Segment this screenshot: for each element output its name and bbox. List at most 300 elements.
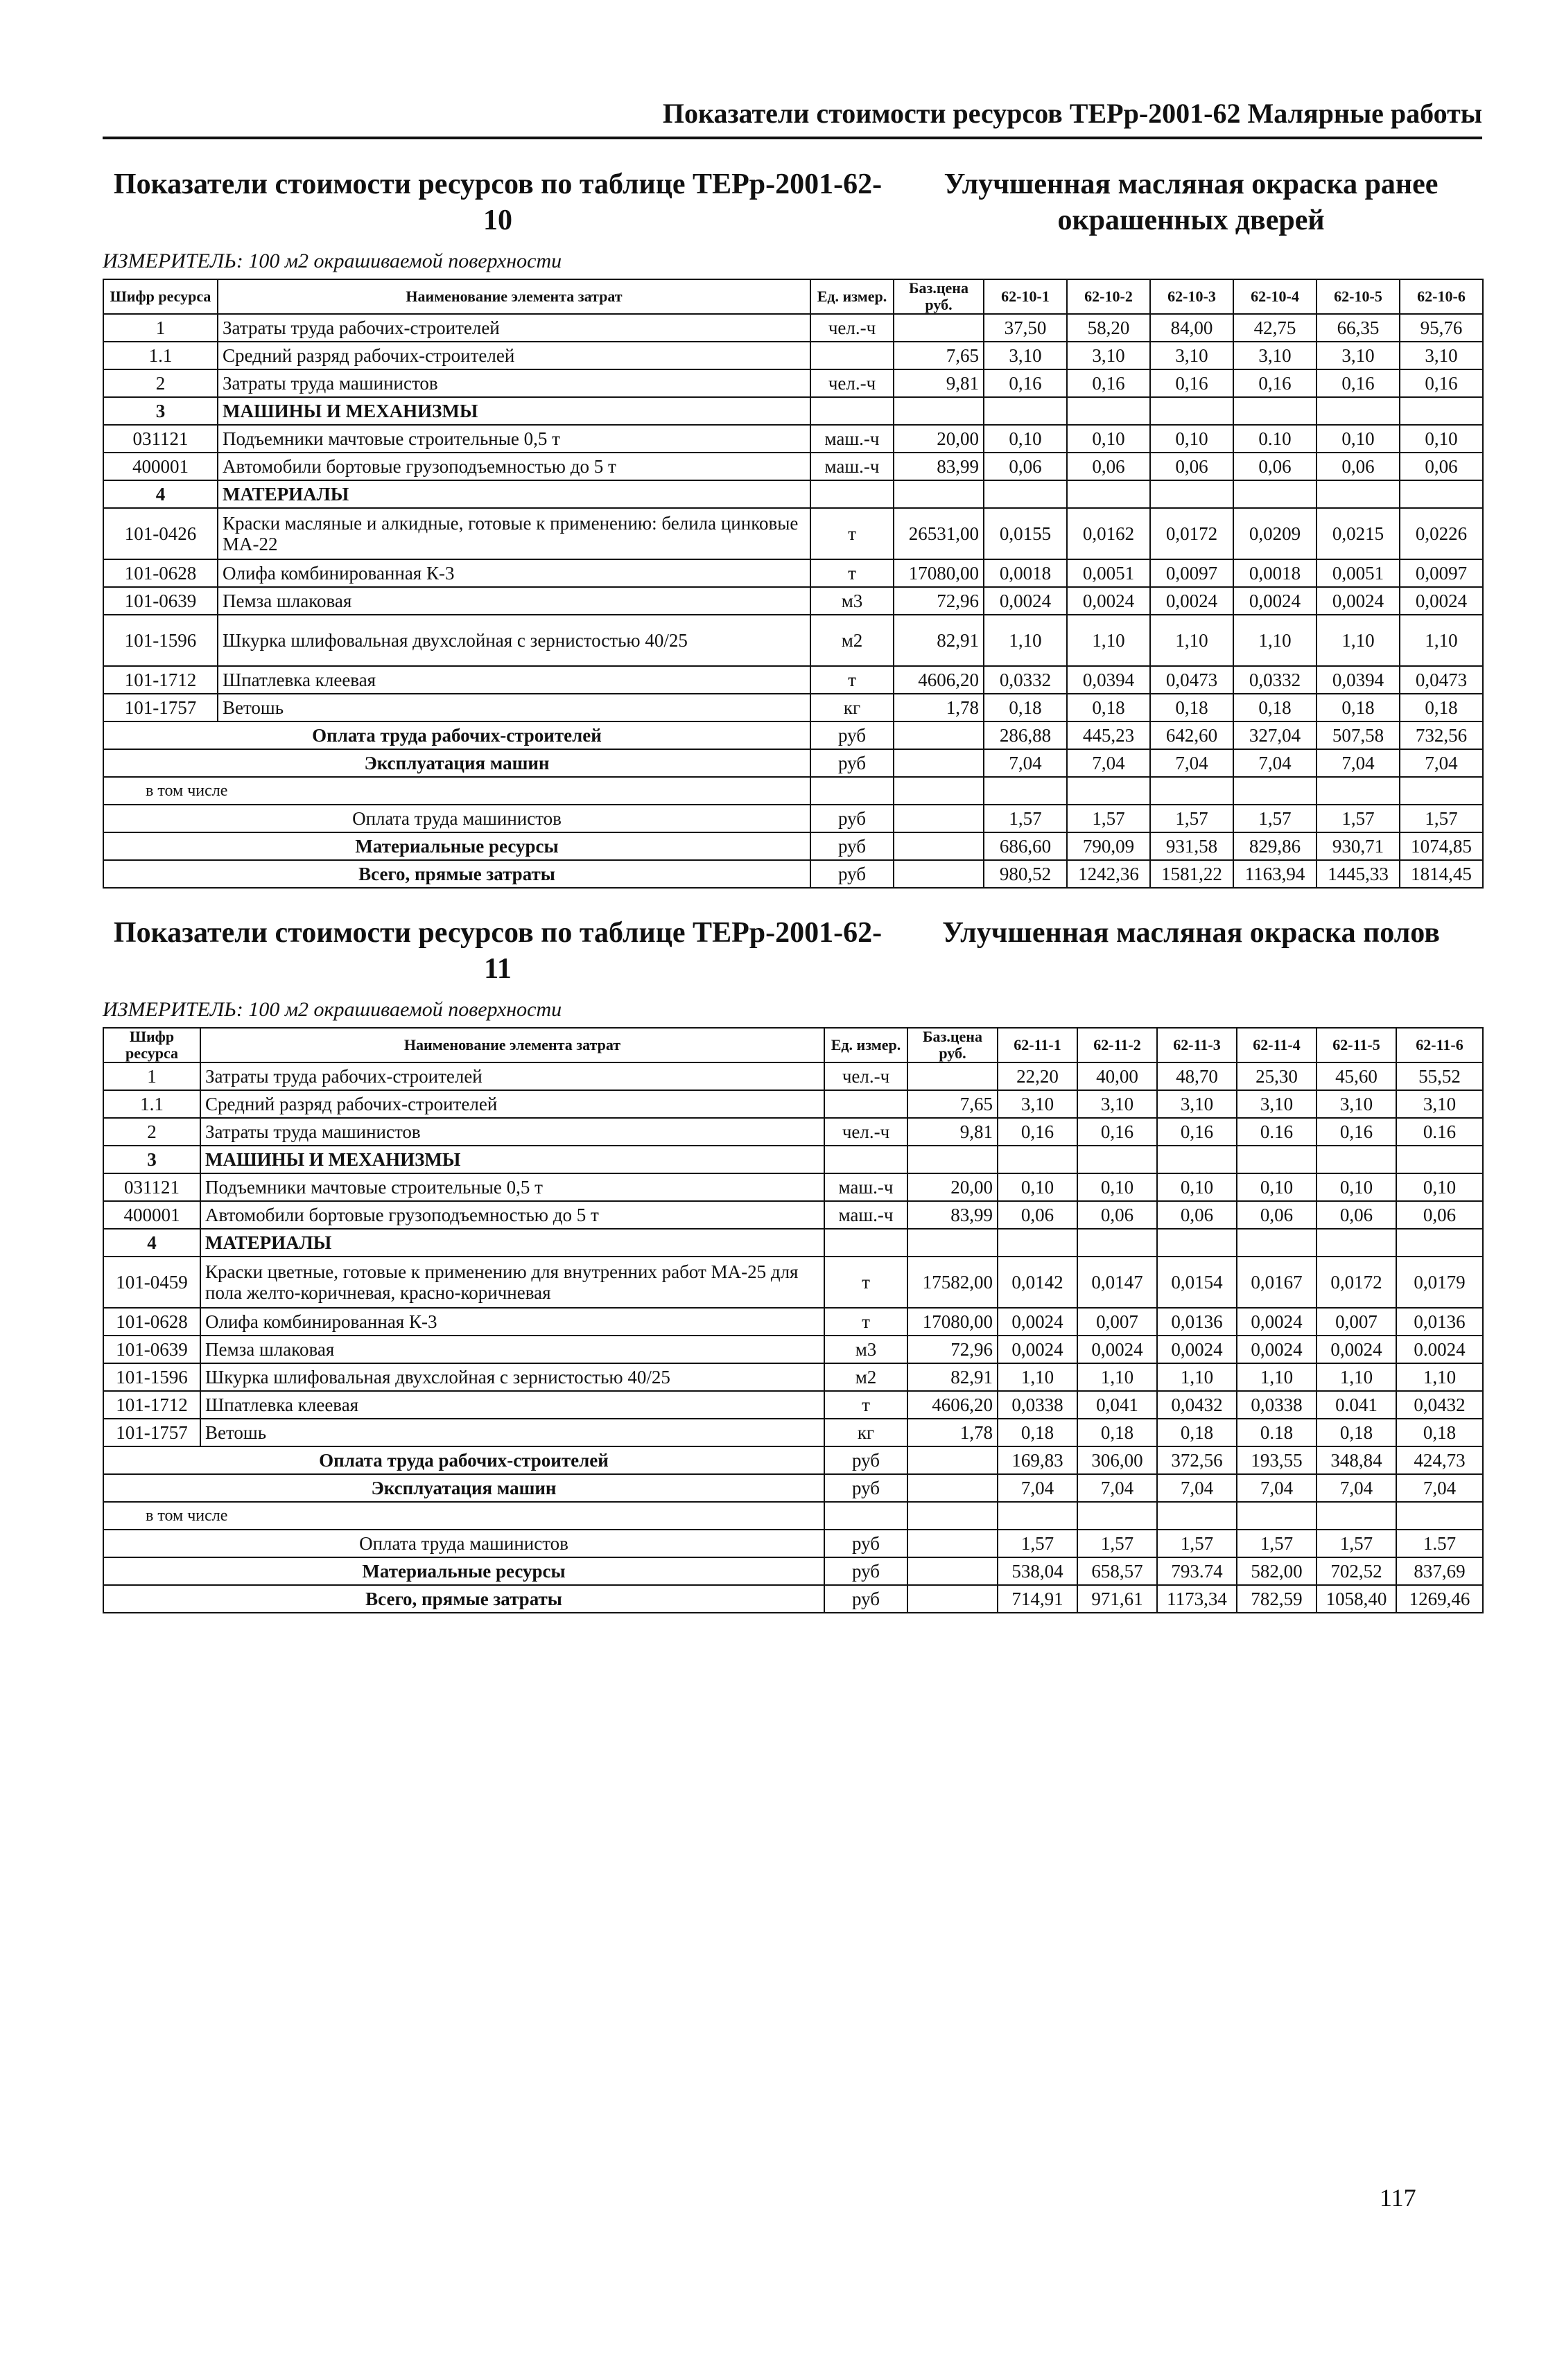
total-name-cell: Оплата труда рабочих-строителей (103, 1446, 824, 1474)
base-price-cell: 4606,20 (907, 1391, 998, 1419)
norm-value-cell: 0.0024 (1396, 1336, 1483, 1363)
table-row (103, 1391, 1483, 1419)
norm-value-cell: 0,0167 (1237, 1257, 1317, 1308)
norm-value-cell: 0,10 (1400, 425, 1483, 453)
norm-value-cell: 0.10 (1233, 425, 1317, 453)
total-value-cell: 971,61 (1077, 1585, 1157, 1613)
table-row (103, 369, 1483, 397)
total-value-cell: 7,04 (1150, 749, 1233, 777)
col-header-price: Баз.цена руб. (907, 1028, 998, 1062)
base-price-cell: 17080,00 (894, 559, 984, 587)
table-row (103, 453, 1483, 480)
col-header-norm: 62-10-4 (1233, 279, 1317, 314)
norm-value-cell: 0,0332 (1233, 666, 1317, 694)
unit-cell (824, 1229, 907, 1257)
norm-value-cell: 0,18 (1400, 694, 1483, 721)
base-price-cell (907, 1062, 998, 1090)
norm-value-cell: 0,18 (1157, 1419, 1237, 1446)
base-price-cell: 4606,20 (894, 666, 984, 694)
norm-value-cell (1237, 1146, 1317, 1173)
norm-value-cell (1233, 397, 1317, 425)
total-value-cell: 1,57 (1233, 805, 1317, 832)
norm-value-cell: 0,16 (1400, 369, 1483, 397)
table-row (103, 397, 1483, 425)
total-value-cell: 286,88 (984, 721, 1067, 749)
norm-value-cell: 0,18 (1150, 694, 1233, 721)
norm-value-cell: 3,10 (1400, 342, 1483, 369)
unit-cell (824, 1146, 907, 1173)
col-header-norm: 62-10-5 (1317, 279, 1400, 314)
norm-value-cell: 0,16 (1317, 369, 1400, 397)
resource-code-cell: 2 (103, 369, 218, 397)
col-header-unit: Ед. измер. (810, 279, 894, 314)
norm-value-cell: 0,06 (1317, 1201, 1396, 1229)
norm-value-cell: 0,10 (1157, 1173, 1237, 1201)
resource-name-cell: Ветошь (200, 1419, 824, 1446)
unit-cell: м2 (824, 1363, 907, 1391)
resource-code-cell: 400001 (103, 453, 218, 480)
base-price-cell: 1,78 (907, 1419, 998, 1446)
unit-cell: т (810, 559, 894, 587)
norm-value-cell (1396, 1229, 1483, 1257)
norm-value-cell: 40,00 (1077, 1062, 1157, 1090)
unit-cell: т (824, 1391, 907, 1419)
base-price-cell (894, 860, 984, 888)
base-price-cell: 7,65 (907, 1090, 998, 1118)
total-value-cell: 1269,46 (1396, 1585, 1483, 1613)
norm-value-cell: 0,06 (1400, 453, 1483, 480)
resource-table (103, 279, 1484, 889)
norm-value-cell: 1,10 (1317, 1363, 1396, 1391)
unit-cell (810, 397, 894, 425)
base-price-cell (907, 1502, 998, 1530)
resource-code-cell: 101-1712 (103, 1391, 200, 1419)
resource-code-cell: 4 (103, 480, 218, 508)
resource-code-cell: 101-0459 (103, 1257, 200, 1308)
norm-value-cell: 45,60 (1317, 1062, 1396, 1090)
norm-value-cell: 0,10 (1237, 1173, 1317, 1201)
norm-value-cell (1077, 1146, 1157, 1173)
norm-value-cell: 0,0172 (1317, 1257, 1396, 1308)
col-header-norm: 62-11-5 (1317, 1028, 1396, 1062)
resource-code-cell: 031121 (103, 1173, 200, 1201)
norm-value-cell: 0,16 (1067, 369, 1150, 397)
norm-value-cell: 0,10 (1396, 1173, 1483, 1201)
resource-code-cell: 1 (103, 1062, 200, 1090)
base-price-cell (894, 397, 984, 425)
total-row (103, 749, 1483, 777)
total-value-cell: 7,04 (1233, 749, 1317, 777)
base-price-cell (894, 749, 984, 777)
total-value-cell: 702,52 (1317, 1557, 1396, 1585)
section-table-62-10 (103, 166, 1482, 889)
total-value-cell (1317, 777, 1400, 805)
col-header-norm: 62-10-1 (984, 279, 1067, 314)
norm-value-cell: 0,16 (998, 1118, 1077, 1146)
norm-value-cell: 0,0332 (984, 666, 1067, 694)
unit-cell: т (810, 666, 894, 694)
norm-value-cell: 1,10 (1317, 615, 1400, 666)
norm-value-cell: 0.041 (1317, 1391, 1396, 1419)
norm-value-cell: 0,0338 (1237, 1391, 1317, 1419)
unit-cell: чел.-ч (824, 1118, 907, 1146)
table-row (103, 1419, 1483, 1446)
total-value-cell (1067, 777, 1150, 805)
unit-cell: кг (810, 694, 894, 721)
unit-cell: чел.-ч (810, 314, 894, 342)
total-value-cell: 714,91 (998, 1585, 1077, 1613)
base-price-cell (894, 721, 984, 749)
total-value-cell: 732,56 (1400, 721, 1483, 749)
base-price-cell (907, 1530, 998, 1557)
total-value-cell: 980,52 (984, 860, 1067, 888)
col-header-norm: 62-10-3 (1150, 279, 1233, 314)
table-row (103, 587, 1483, 615)
total-row (103, 1474, 1483, 1502)
table-row (103, 1090, 1483, 1118)
norm-value-cell: 0,041 (1077, 1391, 1157, 1419)
norm-value-cell (1400, 480, 1483, 508)
resource-name-cell: Подъемники мачтовые строительные 0,5 т (218, 425, 810, 453)
norm-value-cell: 0,10 (1067, 425, 1150, 453)
resource-name-cell: Средний разряд рабочих-строителей (218, 342, 810, 369)
total-value-cell: 1,57 (1077, 1530, 1157, 1557)
total-value-cell: 7,04 (1237, 1474, 1317, 1502)
base-price-cell: 9,81 (894, 369, 984, 397)
base-price-cell: 1,78 (894, 694, 984, 721)
unit-cell: кг (824, 1419, 907, 1446)
resource-code-cell: 101-1596 (103, 615, 218, 666)
norm-value-cell: 0,06 (1077, 1201, 1157, 1229)
table-row (103, 1308, 1483, 1336)
norm-value-cell: 3,10 (1233, 342, 1317, 369)
page-header: Показатели стоимости ресурсов ТЕРр-2001-62 Малярные работы (103, 97, 1482, 139)
norm-value-cell: 0,06 (1150, 453, 1233, 480)
resource-code-cell: 031121 (103, 425, 218, 453)
resource-name-cell: Олифа комбинированная К-3 (218, 559, 810, 587)
total-value-cell (1233, 777, 1317, 805)
resource-code-cell: 101-1757 (103, 694, 218, 721)
norm-value-cell: 0,0136 (1396, 1308, 1483, 1336)
section-title-left: Показатели стоимости ресурсов по таблице ТЕРр-2001-62-10 (113, 168, 883, 236)
resource-name-cell: Ветошь (218, 694, 810, 721)
table-row (103, 508, 1483, 559)
total-row (103, 832, 1483, 860)
resource-name-cell: Краски цветные, готовые к применению для внутренних работ МА-25 для пола желто-коричневая, красно-коричневая (200, 1257, 824, 1308)
total-value-cell: 1445,33 (1317, 860, 1400, 888)
norm-value-cell: 0,0051 (1317, 559, 1400, 587)
total-value-cell: 1,57 (1157, 1530, 1237, 1557)
norm-value-cell: 0,0155 (984, 508, 1067, 559)
total-value-cell: 1,57 (1067, 805, 1150, 832)
total-value-cell: 837,69 (1396, 1557, 1483, 1585)
unit-cell (824, 1090, 907, 1118)
norm-value-cell: 0,0024 (1157, 1336, 1237, 1363)
total-name-cell: Оплата труда рабочих-строителей (103, 721, 810, 749)
norm-value-cell: 48,70 (1157, 1062, 1237, 1090)
norm-value-cell: 0,0024 (1150, 587, 1233, 615)
total-value-cell: 193,55 (1237, 1446, 1317, 1474)
unit-cell: м3 (810, 587, 894, 615)
norm-value-cell: 0,18 (1396, 1419, 1483, 1446)
norm-value-cell: 0,06 (1396, 1201, 1483, 1229)
norm-value-cell: 0,16 (1077, 1118, 1157, 1146)
total-value-cell: 306,00 (1077, 1446, 1157, 1474)
norm-value-cell (984, 397, 1067, 425)
unit-cell: маш.-ч (810, 453, 894, 480)
resource-name-cell: Шпатлевка клеевая (218, 666, 810, 694)
col-header-code: Шифр ресурса (103, 1028, 200, 1062)
table-row (103, 1229, 1483, 1257)
norm-value-cell: 0,16 (1157, 1118, 1237, 1146)
norm-value-cell: 0,06 (984, 453, 1067, 480)
norm-value-cell: 55,52 (1396, 1062, 1483, 1090)
norm-value-cell: 0,16 (984, 369, 1067, 397)
norm-value-cell: 0,10 (998, 1173, 1077, 1201)
total-value-cell: 348,84 (1317, 1446, 1396, 1474)
col-header-norm: 62-10-2 (1067, 279, 1150, 314)
norm-value-cell: 37,50 (984, 314, 1067, 342)
total-row (103, 1502, 1483, 1530)
norm-value-cell (1317, 1146, 1396, 1173)
norm-value-cell: 58,20 (1067, 314, 1150, 342)
base-price-cell: 20,00 (894, 425, 984, 453)
resource-code-cell: 3 (103, 1146, 200, 1173)
norm-value-cell: 0,0154 (1157, 1257, 1237, 1308)
resource-name-cell: МАТЕРИАЛЫ (218, 480, 810, 508)
norm-value-cell: 0,0473 (1150, 666, 1233, 694)
col-header-unit: Ед. измер. (824, 1028, 907, 1062)
norm-value-cell: 1,10 (998, 1363, 1077, 1391)
total-value-cell: 7,04 (1400, 749, 1483, 777)
table-row (103, 480, 1483, 508)
norm-value-cell: 0,0097 (1150, 559, 1233, 587)
col-header-norm: 62-11-1 (998, 1028, 1077, 1062)
norm-value-cell (1317, 480, 1400, 508)
total-row (103, 860, 1483, 888)
norm-value-cell: 0,10 (1317, 1173, 1396, 1201)
base-price-cell: 20,00 (907, 1173, 998, 1201)
norm-value-cell (1157, 1229, 1237, 1257)
norm-value-cell: 1,10 (984, 615, 1067, 666)
resource-code-cell: 101-0426 (103, 508, 218, 559)
norm-value-cell: 0,16 (1317, 1118, 1396, 1146)
resource-name-cell: Автомобили бортовые грузоподъемностью до 5 т (200, 1201, 824, 1229)
total-value-cell (1317, 1502, 1396, 1530)
resource-code-cell: 101-1757 (103, 1419, 200, 1446)
total-value-cell: 782,59 (1237, 1585, 1317, 1613)
table-row (103, 1118, 1483, 1146)
total-value-cell: 793.74 (1157, 1557, 1237, 1585)
resource-code-cell: 101-1712 (103, 666, 218, 694)
resource-name-cell: Шкурка шлифовальная двухслойная с зернистостью 40/25 (200, 1363, 824, 1391)
col-header-norm: 62-10-6 (1400, 279, 1483, 314)
norm-value-cell (1077, 1229, 1157, 1257)
base-price-cell (907, 1557, 998, 1585)
total-value-cell: 1,57 (1317, 1530, 1396, 1557)
unit-cell: руб (810, 860, 894, 888)
norm-value-cell (1150, 397, 1233, 425)
norm-value-cell: 0,0394 (1067, 666, 1150, 694)
norm-value-cell: 0,0162 (1067, 508, 1150, 559)
section-title-right: Улучшенная масляная окраска полов (942, 917, 1440, 949)
norm-value-cell: 0,06 (998, 1201, 1077, 1229)
norm-value-cell: 0,0018 (984, 559, 1067, 587)
total-row (103, 1585, 1483, 1613)
norm-value-cell: 3,10 (1067, 342, 1150, 369)
norm-value-cell: 0,06 (1237, 1201, 1317, 1229)
norm-value-cell: 0,0147 (1077, 1257, 1157, 1308)
total-value-cell: 1173,34 (1157, 1585, 1237, 1613)
unit-cell (810, 342, 894, 369)
norm-value-cell: 0,18 (1317, 694, 1400, 721)
unit-cell: чел.-ч (810, 369, 894, 397)
total-value-cell: 7,04 (1317, 1474, 1396, 1502)
norm-value-cell: 95,76 (1400, 314, 1483, 342)
norm-value-cell: 1,10 (1077, 1363, 1157, 1391)
norm-value-cell (998, 1146, 1077, 1173)
total-name-cell: Материальные ресурсы (103, 832, 810, 860)
base-price-cell (894, 314, 984, 342)
resource-code-cell: 4 (103, 1229, 200, 1257)
total-name-cell: Всего, прямые затраты (103, 1585, 824, 1613)
norm-value-cell: 0,0024 (1237, 1308, 1317, 1336)
total-value-cell: 445,23 (1067, 721, 1150, 749)
total-value-cell (1400, 777, 1483, 805)
norm-value-cell (1233, 480, 1317, 508)
total-value-cell: 7,04 (984, 749, 1067, 777)
resource-name-cell: Затраты труда рабочих-строителей (200, 1062, 824, 1090)
resource-name-cell: Подъемники мачтовые строительные 0,5 т (200, 1173, 824, 1201)
resource-name-cell: Автомобили бортовые грузоподъемностью до 5 т (218, 453, 810, 480)
norm-value-cell: 0,18 (1077, 1419, 1157, 1446)
total-value-cell (998, 1502, 1077, 1530)
resource-code-cell: 3 (103, 397, 218, 425)
base-price-cell (894, 805, 984, 832)
total-value-cell: 1814,45 (1400, 860, 1483, 888)
norm-value-cell: 0.18 (1237, 1419, 1317, 1446)
resource-code-cell: 2 (103, 1118, 200, 1146)
norm-value-cell: 3,10 (1317, 1090, 1396, 1118)
measure-unit: ИЗМЕРИТЕЛЬ: 100 м2 окрашиваемой поверхности (103, 998, 562, 1021)
norm-value-cell: 0,06 (1157, 1201, 1237, 1229)
total-value-cell: 1,57 (998, 1530, 1077, 1557)
base-price-cell: 17080,00 (907, 1308, 998, 1336)
resource-code-cell: 101-1596 (103, 1363, 200, 1391)
total-row (103, 805, 1483, 832)
norm-value-cell: 1,10 (1233, 615, 1317, 666)
col-header-name: Наименование элемента затрат (200, 1028, 824, 1062)
norm-value-cell: 0,18 (1067, 694, 1150, 721)
norm-value-cell: 0,0209 (1233, 508, 1317, 559)
table-row (103, 1062, 1483, 1090)
total-value-cell: 507,58 (1317, 721, 1400, 749)
total-name-cell: в том числе (103, 777, 810, 805)
norm-value-cell: 0,007 (1077, 1308, 1157, 1336)
total-value-cell: 1242,36 (1067, 860, 1150, 888)
table-header-row (103, 1028, 1483, 1062)
unit-cell: руб (810, 832, 894, 860)
base-price-cell: 82,91 (907, 1363, 998, 1391)
unit-cell: м2 (810, 615, 894, 666)
norm-value-cell (1396, 1146, 1483, 1173)
total-value-cell: 1,57 (1237, 1530, 1317, 1557)
resource-code-cell: 1 (103, 314, 218, 342)
norm-value-cell: 0,18 (1317, 1419, 1396, 1446)
table-row (103, 342, 1483, 369)
base-price-cell (894, 777, 984, 805)
base-price-cell: 83,99 (907, 1201, 998, 1229)
norm-value-cell: 0,0024 (1400, 587, 1483, 615)
unit-cell: м3 (824, 1336, 907, 1363)
resource-name-cell: Шкурка шлифовальная двухслойная с зернистостью 40/25 (218, 615, 810, 666)
total-value-cell (1396, 1502, 1483, 1530)
col-header-norm: 62-11-3 (1157, 1028, 1237, 1062)
total-name-cell: Эксплуатация машин (103, 1474, 824, 1502)
total-value-cell: 372,56 (1157, 1446, 1237, 1474)
norm-value-cell: 0,10 (1077, 1173, 1157, 1201)
norm-value-cell (984, 480, 1067, 508)
total-row (103, 1530, 1483, 1557)
norm-value-cell: 0,18 (1233, 694, 1317, 721)
base-price-cell: 83,99 (894, 453, 984, 480)
table-row (103, 694, 1483, 721)
base-price-cell: 82,91 (894, 615, 984, 666)
norm-value-cell (1317, 397, 1400, 425)
table-row (103, 1146, 1483, 1173)
total-value-cell: 686,60 (984, 832, 1067, 860)
norm-value-cell (1237, 1229, 1317, 1257)
table-row (103, 1336, 1483, 1363)
norm-value-cell: 0,0051 (1067, 559, 1150, 587)
unit-cell (824, 1502, 907, 1530)
norm-value-cell: 0,0097 (1400, 559, 1483, 587)
norm-value-cell: 0,0024 (998, 1336, 1077, 1363)
total-value-cell: 1,57 (984, 805, 1067, 832)
norm-value-cell: 0,0226 (1400, 508, 1483, 559)
resource-code-cell: 400001 (103, 1201, 200, 1229)
base-price-cell: 26531,00 (894, 508, 984, 559)
unit-cell: чел.-ч (824, 1062, 907, 1090)
table-row (103, 425, 1483, 453)
norm-value-cell: 3,10 (1157, 1090, 1237, 1118)
norm-value-cell: 1,10 (1396, 1363, 1483, 1391)
total-name-cell: в том числе (103, 1502, 824, 1530)
norm-value-cell: 0,0024 (1077, 1336, 1157, 1363)
unit-cell: руб (810, 749, 894, 777)
norm-value-cell: 0,0172 (1150, 508, 1233, 559)
norm-value-cell: 3,10 (1077, 1090, 1157, 1118)
norm-value-cell: 84,00 (1150, 314, 1233, 342)
table-row (103, 314, 1483, 342)
total-name-cell: Материальные ресурсы (103, 1557, 824, 1585)
table-row (103, 1173, 1483, 1201)
base-price-cell (894, 832, 984, 860)
base-price-cell (894, 480, 984, 508)
resource-name-cell: МАШИНЫ И МЕХАНИЗМЫ (200, 1146, 824, 1173)
total-value-cell: 7,04 (1396, 1474, 1483, 1502)
base-price-cell (907, 1446, 998, 1474)
total-value-cell (1077, 1502, 1157, 1530)
norm-value-cell: 0,16 (1233, 369, 1317, 397)
norm-value-cell: 0,0338 (998, 1391, 1077, 1419)
page-number: 117 (1380, 2184, 1416, 2212)
total-value-cell (1150, 777, 1233, 805)
base-price-cell (907, 1229, 998, 1257)
norm-value-cell: 25,30 (1237, 1062, 1317, 1090)
resource-name-cell: Пемза шлаковая (200, 1336, 824, 1363)
base-price-cell: 17582,00 (907, 1257, 998, 1308)
